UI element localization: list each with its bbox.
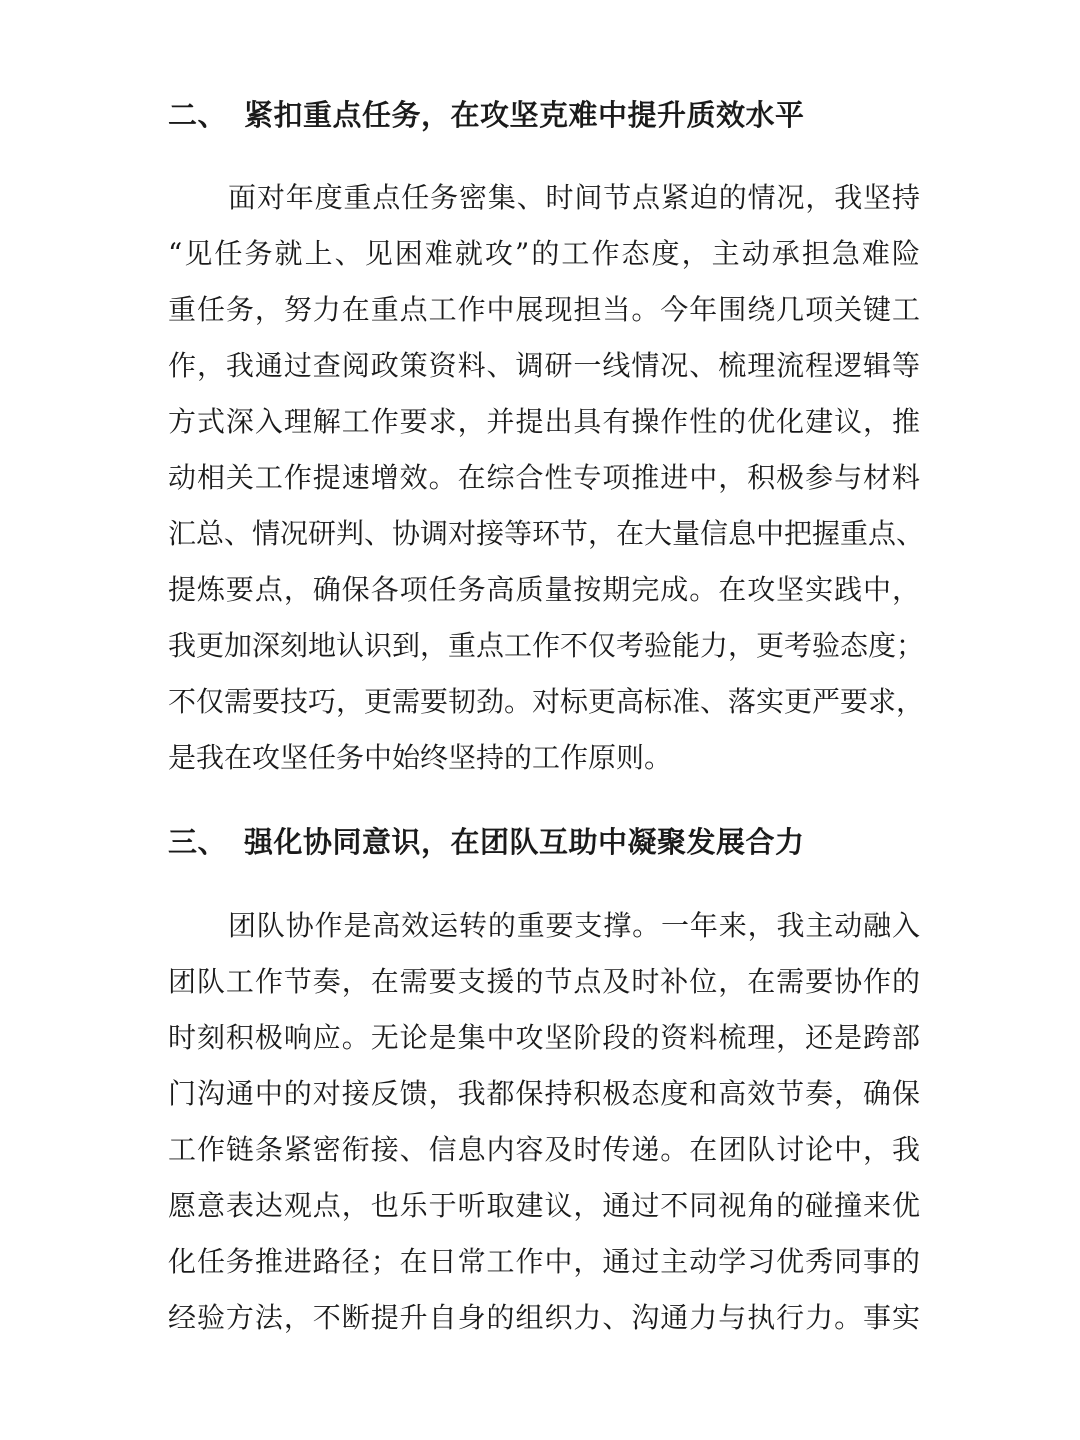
paragraph-line: 工作链条紧密衔接、信息内容及时传递。在团队讨论中，我: [168, 1133, 920, 1166]
paragraph-line: 门沟通中的对接反馈，我都保持积极态度和高效节奏，确保: [168, 1077, 920, 1110]
paragraph-line: 作，我通过查阅政策资料、调研一线情况、梳理流程逻辑等: [168, 349, 920, 382]
paragraph-line: 经验方法，不断提升自身的组织力、沟通力与执行力。事实: [168, 1301, 920, 1334]
paragraph-line: 提炼要点，确保各项任务高质量按期完成。在攻坚实践中，: [168, 573, 920, 606]
paragraph-line: 方式深入理解工作要求，并提出具有操作性的优化建议，推: [168, 405, 920, 438]
paragraph-line: 汇总、情况研判、协调对接等环节，在大量信息中把握重点、: [168, 517, 925, 550]
paragraph-line: 面对年度重点任务密集、时间节点紧迫的情况，我坚持: [228, 181, 920, 214]
paragraph-line: 团队协作是高效运转的重要支撑。一年来，我主动融入: [228, 909, 920, 942]
paragraph-line: 动相关工作提速增效。在综合性专项推进中，积极参与材料: [168, 461, 920, 494]
section-heading-3: [168, 822, 928, 862]
paragraph-line: “见任务就上、见困难就攻”的工作态度，主动承担急难险: [168, 237, 920, 270]
paragraph-line: 我更加深刻地认识到，重点工作不仅考验能力，更考验态度；: [168, 629, 925, 662]
paragraph-line: 不仅需要技巧，更需要韧劲。对标更高标准、落实更严要求，: [168, 685, 925, 718]
paragraph-line: 愿意表达观点，也乐于听取建议，通过不同视角的碰撞来优: [168, 1189, 920, 1222]
section-number: 三、: [168, 825, 228, 859]
paragraph-line: 是我在攻坚任务中始终坚持的工作原则。: [168, 741, 673, 774]
paragraph-line: 时刻积极响应。无论是集中攻坚阶段的资料梳理，还是跨部: [168, 1021, 920, 1054]
paragraph-line: 团队工作节奏，在需要支援的节点及时补位，在需要协作的: [168, 965, 920, 998]
section-heading-2: [168, 95, 928, 135]
section-number: 二、: [168, 98, 228, 132]
section-title: 强化协同意识，在团队互助中凝聚发展合力: [244, 825, 805, 859]
paragraph-line: 化任务推进路径；在日常工作中，通过主动学习优秀同事的: [168, 1245, 920, 1278]
paragraph-line: 重任务，努力在重点工作中展现担当。今年围绕几项关键工: [168, 293, 920, 326]
section-title: 紧扣重点任务，在攻坚克难中提升质效水平: [244, 98, 805, 132]
